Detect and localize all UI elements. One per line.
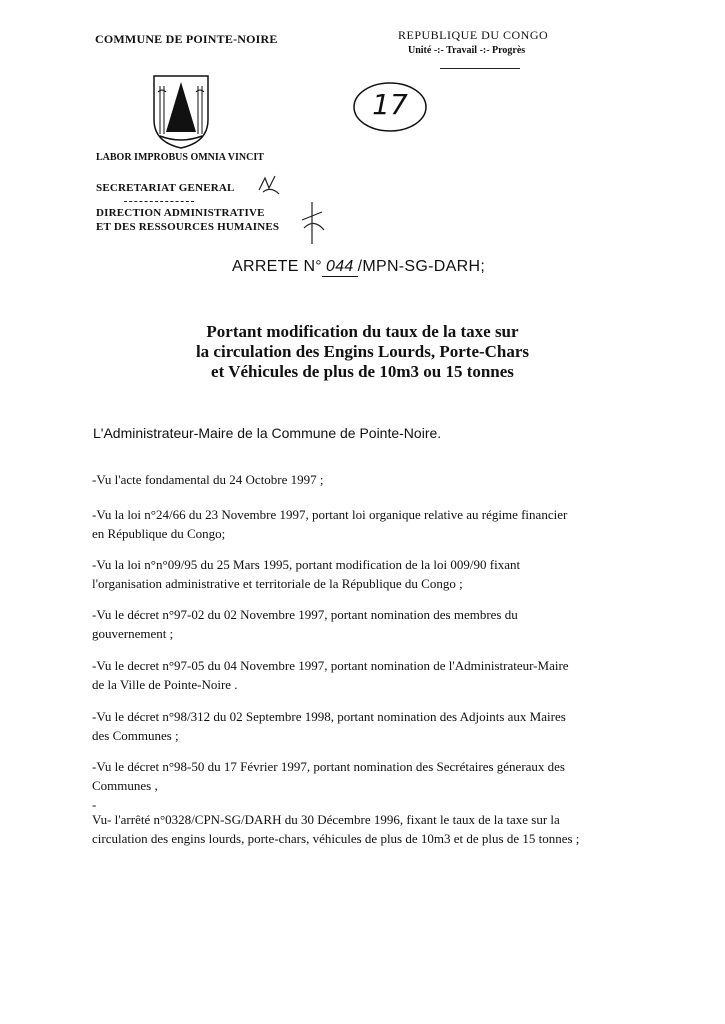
visa-5-line-1: -Vu le decret n°97-05 du 04 Novembre 1997, portant nomination de l'Administrateur-Maire	[92, 658, 569, 673]
visa-7-line-2: Communes ,	[92, 778, 158, 793]
visa-4	[92, 605, 672, 643]
issuer-line: L'Administrateur-Maire de la Commune de Pointe-Noire.	[93, 425, 442, 441]
visa-6	[92, 707, 672, 745]
direction-heading-line1: DIRECTION ADMINISTRATIVE	[96, 207, 265, 219]
visa-8	[92, 810, 672, 848]
header-rule	[440, 68, 520, 69]
republic-heading: REPUBLIQUE DU CONGO	[398, 28, 549, 42]
circled-number-stamp	[352, 80, 428, 134]
title-line-2: la circulation des Engins Lourds, Porte-Chars	[195, 342, 530, 361]
visa-6-line-1: -Vu le décret n°98/312 du 02 Septembre 1998, portant nomination des Adjoints aux Maires	[92, 709, 566, 724]
visa-5-line-2: de la Ville de Pointe-Noire .	[92, 677, 238, 692]
secretariat-heading: SECRETARIAT GENERAL	[96, 182, 235, 194]
visa-1-line-1: -Vu l'acte fondamental du 24 Octobre 1997 ;	[92, 472, 324, 487]
visa-4-line-1: -Vu le décret n°97-02 du 02 Novembre 1997, portant nomination des membres du	[92, 607, 518, 622]
visa-3	[92, 555, 672, 593]
stray-dash: -	[92, 797, 97, 812]
visa-5	[92, 656, 672, 694]
visa-7	[92, 757, 672, 795]
stamp-number: 17	[372, 88, 408, 121]
visa-2	[92, 505, 672, 543]
republic-motto: Unité -:- Travail -:- Progrès	[408, 45, 526, 56]
coat-of-arms	[150, 72, 212, 150]
visa-8-line-2: circulation des engins lourds, porte-chars, véhicules de plus de 10m3 et de plus de 15 tonnes ;	[92, 831, 580, 846]
commune-heading: COMMUNE DE POINTE-NOIRE	[95, 32, 278, 46]
coat-motto: LABOR IMPROBUS OMNIA VINCIT	[96, 152, 264, 163]
coat-of-arms-emblem	[150, 72, 212, 150]
visa-6-line-2: des Communes ;	[92, 728, 179, 743]
visa-2-line-1: -Vu la loi n°24/66 du 23 Novembre 1997, portant loi organique relative au régime financier	[92, 507, 568, 522]
title-line-3: et Véhicules de plus de 10m3 ou 15 tonnes	[211, 362, 514, 381]
visa-4-line-2: gouvernement ;	[92, 626, 174, 641]
secretariat-rule	[124, 201, 194, 202]
arrete-suffix: /MPN-SG-DARH;	[357, 258, 486, 275]
visa-3-line-1: -Vu la loi n°n°09/95 du 25 Mars 1995, portant modification de la loi 009/90 fixant	[92, 557, 521, 572]
handwritten-initial-mark	[255, 172, 285, 198]
handwritten-signature-mark	[296, 200, 328, 246]
direction-heading-line2: ET DES RESSOURCES HUMAINES	[96, 221, 280, 233]
visa-7-line-1: -Vu le décret n°98-50 du 17 Février 1997, portant nomination des Secrétaires géneraux des	[92, 759, 565, 774]
visa-8-line-1: Vu- l'arrêté n°0328/CPN-SG/DARH du 30 Décembre 1996, fixant le taux de la taxe sur la	[92, 812, 560, 827]
arrete-reference	[232, 258, 485, 277]
arrete-prefix: ARRETE N°	[232, 258, 322, 275]
visa-3-line-2: l'organisation administrative et territoriale de la République du Congo ;	[92, 576, 463, 591]
visa-1	[92, 470, 672, 489]
visa-2-line-2: en République du Congo;	[92, 526, 226, 541]
arrete-number: 044	[322, 258, 358, 277]
title-line-1: Portant modification du taux de la taxe sur	[206, 322, 519, 341]
